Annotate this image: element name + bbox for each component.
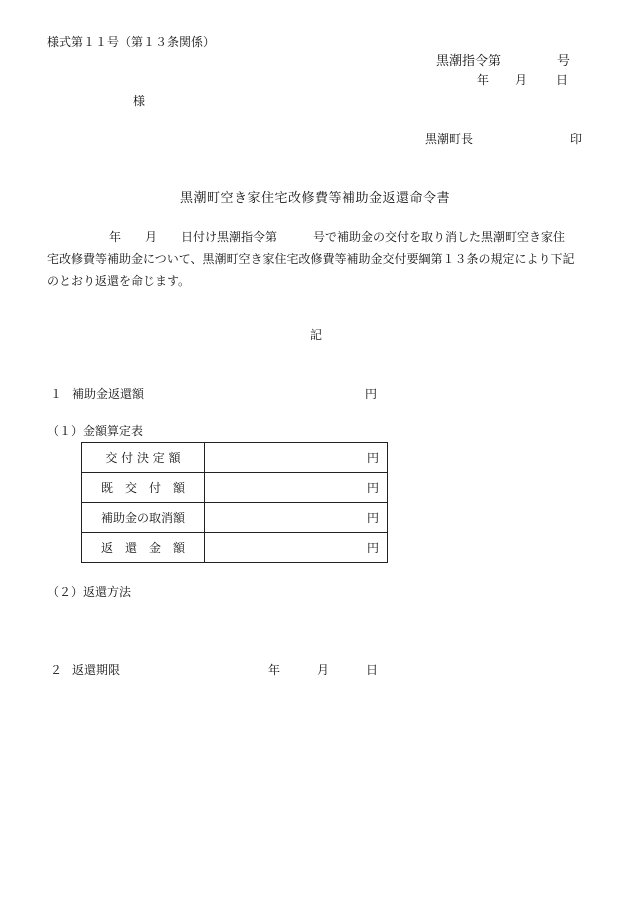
- table-row: [82, 503, 388, 533]
- deadline-year: 年: [268, 663, 281, 677]
- table-row: [82, 443, 388, 473]
- row-amount: 円: [205, 533, 388, 563]
- subsection-1-label: （１）金額算定表: [47, 424, 144, 438]
- issue-date-day: 日: [556, 73, 569, 87]
- row-label: 返 還 金 額: [82, 533, 205, 563]
- row-amount: 円: [205, 503, 388, 533]
- body-line-3: のとおり返還を命じます。: [47, 274, 191, 288]
- body-line-2: 宅改修費等補助金について、黒潮町空き家住宅改修費等補助金交付要綱第１３条の規定により下記: [47, 252, 575, 266]
- document-number-suffix: 号: [557, 54, 571, 69]
- row-label: 交 付 決 定 額: [82, 443, 205, 473]
- issue-date-year: 年: [477, 73, 490, 87]
- body-line-1: 年 月 日付け黒潮指令第 号で補助金の交付を取り消した黒潮町空き家住: [109, 230, 566, 244]
- document-number-label: 黒潮指令第: [436, 54, 502, 69]
- ki-heading: 記: [310, 328, 323, 342]
- section-2-number: ２: [50, 663, 63, 677]
- issue-date-month: 月: [515, 73, 528, 87]
- row-amount: 円: [205, 443, 388, 473]
- issuer-title: 黒潮町長: [425, 132, 474, 146]
- table-row: [82, 473, 388, 503]
- section-2-label: 返還期限: [72, 663, 121, 677]
- amount-calculation-table: [81, 442, 388, 563]
- addressee-suffix: 様: [133, 94, 146, 108]
- section-1-unit: 円: [365, 387, 378, 401]
- document-title: 黒潮町空き家住宅改修費等補助金返還命令書: [180, 191, 451, 206]
- table-row: [82, 533, 388, 563]
- seal-mark: 印: [570, 132, 583, 146]
- row-amount: 円: [205, 473, 388, 503]
- section-1-number: １: [50, 387, 63, 401]
- deadline-day: 日: [366, 663, 379, 677]
- deadline-month: 月: [317, 663, 330, 677]
- form-header: 様式第１１号（第１３条関係）: [47, 35, 216, 49]
- row-label: 補助金の取消額: [82, 503, 205, 533]
- section-1-label: 補助金返還額: [72, 387, 145, 401]
- body-paragraph: [47, 226, 575, 292]
- row-label: 既 交 付 額: [82, 473, 205, 503]
- subsection-2-label: （２）返還方法: [47, 585, 132, 599]
